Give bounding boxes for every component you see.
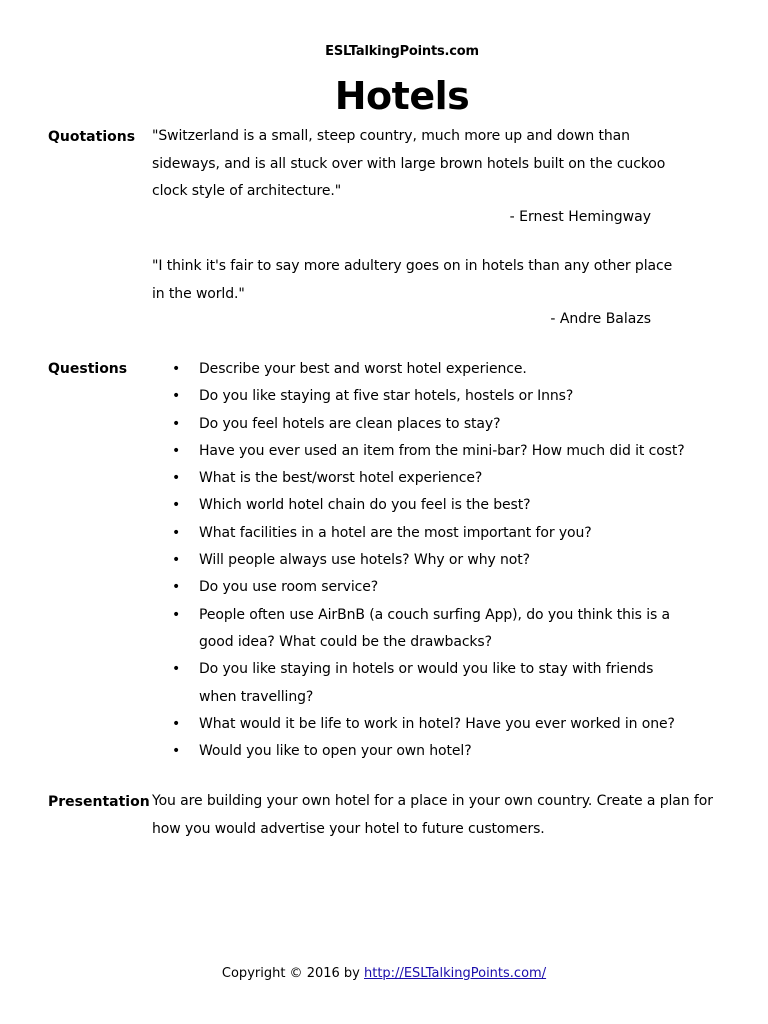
list-item [172,438,692,465]
site-name: ESLTalkingPoints.com [325,44,479,59]
bullet-icon: • [172,715,181,732]
quotation-line: clock style of architecture." [152,183,342,199]
bullet-icon: • [172,524,181,541]
list-item [172,602,692,657]
bullet-icon: • [172,552,181,569]
list-item [172,574,692,601]
bullet-icon: • [172,361,181,377]
list-item [172,711,692,738]
quotation-author-2: - Andre Balazs [550,311,651,327]
question-text: Do you like staying in hotels or would you like to stay with friends when travelling? [199,661,654,705]
question-text: What is the best/worst hotel experience? [199,470,483,487]
bullet-icon: • [172,606,181,623]
quotation-line: sideways, and is all stuck over with large brown hotels built on the cuckoo [152,155,666,172]
question-text: Describe your best and worst hotel experience. [199,361,527,377]
question-text: Do you feel hotels are clean places to stay? [199,415,501,432]
question-text: What would it be life to work in hotel? Have you ever worked in one? [199,715,675,732]
question-text: Have you ever used an item from the mini-bar? How much did it cost? [199,442,685,459]
page-title: Hotels [334,74,470,118]
quotation-line: in the world." [152,285,245,302]
footer [0,964,768,984]
quotation-line: "I think it's fair to say more adultery goes on in hotels than any other place [152,258,673,274]
list-item [172,520,692,547]
question-text: Do you like staying at five star hotels, hostels or Inns? [199,388,574,405]
list-item [172,738,692,765]
list-item [172,383,692,410]
question-text: Would you like to open your own hotel? [199,743,472,760]
copyright-text: Copyright © 2016 by [221,966,364,981]
questions-list [172,356,692,765]
bullet-icon: • [172,743,181,760]
list-item [172,356,692,383]
quotation-author-1: - Ernest Hemingway [509,209,651,225]
question-text: Will people always use hotels? Why or why not? [199,552,530,569]
question-text: People often use AirBnB (a couch surfing App), do you think this is a good idea? What could be the drawbacks? [199,606,671,650]
presentation-text [152,788,713,843]
presentation-line: You are building your own hotel for a place in your own country. Create a plan for [152,793,713,809]
question-text: What facilities in a hotel are the most important for you? [199,524,592,541]
quotation-2 [152,253,672,308]
question-text: Do you use room service? [199,579,379,596]
list-item [172,411,692,438]
quotations-label: Quotations [48,129,136,145]
quotation-1 [152,123,665,206]
question-text: Which world hotel chain do you feel is the best? [199,497,531,514]
bullet-icon: • [172,442,181,459]
site-link[interactable]: http://ESLTalkingPoints.com/ [364,966,547,981]
bullet-icon: • [172,497,181,514]
quotation-line: "Switzerland is a small, steep country, much more up and down than [152,128,630,144]
presentation-line: how you would advertise your hotel to future customers. [152,820,545,837]
presentation-label: Presentation [48,794,150,810]
list-item [172,656,692,711]
list-item [172,465,692,492]
list-item [172,492,692,519]
questions-label: Questions [48,361,128,377]
bullet-icon: • [172,579,181,596]
bullet-icon: • [172,661,181,678]
bullet-icon: • [172,388,181,405]
bullet-icon: • [172,415,181,432]
bullet-icon: • [172,470,181,487]
list-item [172,547,692,574]
